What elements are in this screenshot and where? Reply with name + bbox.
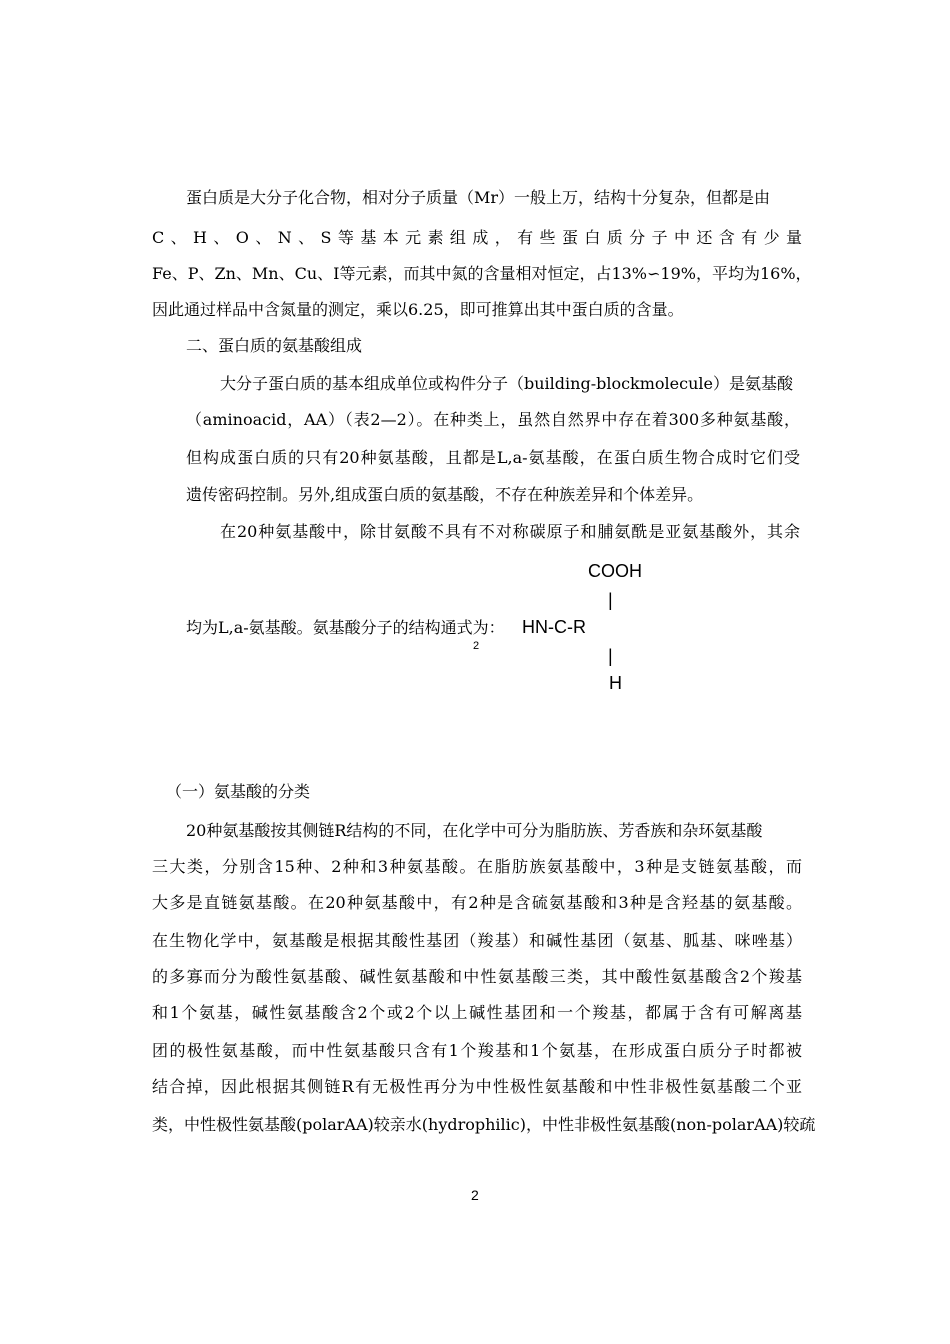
formula-subscript: 2	[473, 640, 480, 652]
paragraph-1-line-2: C、H、O、N、S等基本元素组成，有些蛋白质分子中还含有少量	[152, 228, 802, 247]
page-number: 2	[471, 1187, 479, 1203]
formula-bond-top: |	[608, 590, 613, 610]
paragraph-2-line-3: 但构成蛋白质的只有20种氨基酸，且都是L,a-氨基酸，在蛋白质生物合成时它们受	[186, 448, 800, 467]
section-heading-amino-acid-classification: （一）氨基酸的分类	[166, 782, 311, 801]
paragraph-1-line-4: 因此通过样品中含氮量的测定，乘以6.25，即可推算出其中蛋白质的含量。	[152, 300, 684, 319]
paragraph-4-line-2: 三大类，分别含15种、2种和3种氨基酸。在脂肪族氨基酸中，3种是支链氨基酸，而	[152, 857, 802, 876]
paragraph-4-line-8: 结合掉，因此根据其侧链R有无极性再分为中性极性氨基酸和中性非极性氨基酸二个亚	[152, 1077, 802, 1096]
paragraph-2-line-2: （aminoacid，AA）（表2—2）。在种类上，虽然自然界中存在着300多种氨基酸，	[186, 410, 800, 429]
paragraph-3-line-1: 在20种氨基酸中，除甘氨酸不具有不对称碳原子和脯氨酰是亚氨基酸外，其余	[220, 522, 800, 541]
paragraph-2-line-4: 遗传密码控制。另外,组成蛋白质的氨基酸，不存在种族差异和个体差异。	[186, 485, 704, 504]
paragraph-4-line-9: 类，中性极性氨基酸(polarAA)较亲水(hydrophilic)，中性非极性氨基酸(non-polarAA)较疏	[152, 1115, 816, 1134]
formula-bond-bottom: |	[608, 646, 613, 666]
paragraph-4-line-6: 和1个氨基，碱性氨基酸含2个或2个以上碱性基团和一个羧基，都属于含有可解离基	[152, 1003, 802, 1022]
formula-cooh: COOH	[588, 561, 642, 581]
paragraph-4-line-1: 20种氨基酸按其侧链R结构的不同，在化学中可分为脂肪族、芳香族和杂环氨基酸	[186, 821, 763, 840]
paragraph-3-line-2: 均为L,a-氨基酸。氨基酸分子的结构通式为：	[186, 618, 505, 637]
paragraph-4-line-4: 在生物化学中，氨基酸是根据其酸性基团（羧基）和碱性基团（氨基、胍基、咪唑基）	[152, 931, 802, 950]
paragraph-4-line-3: 大多是直链氨基酸。在20种氨基酸中，有2种是含硫氨基酸和3种是含羟基的氨基酸。	[152, 893, 802, 912]
formula-h: H	[609, 673, 622, 693]
paragraph-4-line-7: 团的极性氨基酸，而中性氨基酸只含有1个羧基和1个氨基，在形成蛋白质分子时都被	[152, 1041, 802, 1060]
paragraph-1-line-1: 蛋白质是大分子化合物，相对分子质量（Mr）一般上万，结构十分复杂，但都是由	[186, 188, 771, 207]
section-heading-2: 二、蛋白质的氨基酸组成	[186, 336, 363, 355]
paragraph-1-line-3: Fe、P、Zn、Mn、Cu、I等元素，而其中氮的含量相对恒定，占13%∽19%，平均为16%，	[152, 264, 812, 283]
formula-main: HN-C-R	[522, 617, 586, 637]
paragraph-2-line-1: 大分子蛋白质的基本组成单位或构件分子（building-blockmolecule）是氨基酸	[220, 374, 793, 393]
paragraph-4-line-5: 的多寡而分为酸性氨基酸、碱性氨基酸和中性氨基酸三类，其中酸性氨基酸含2个羧基	[152, 967, 802, 986]
